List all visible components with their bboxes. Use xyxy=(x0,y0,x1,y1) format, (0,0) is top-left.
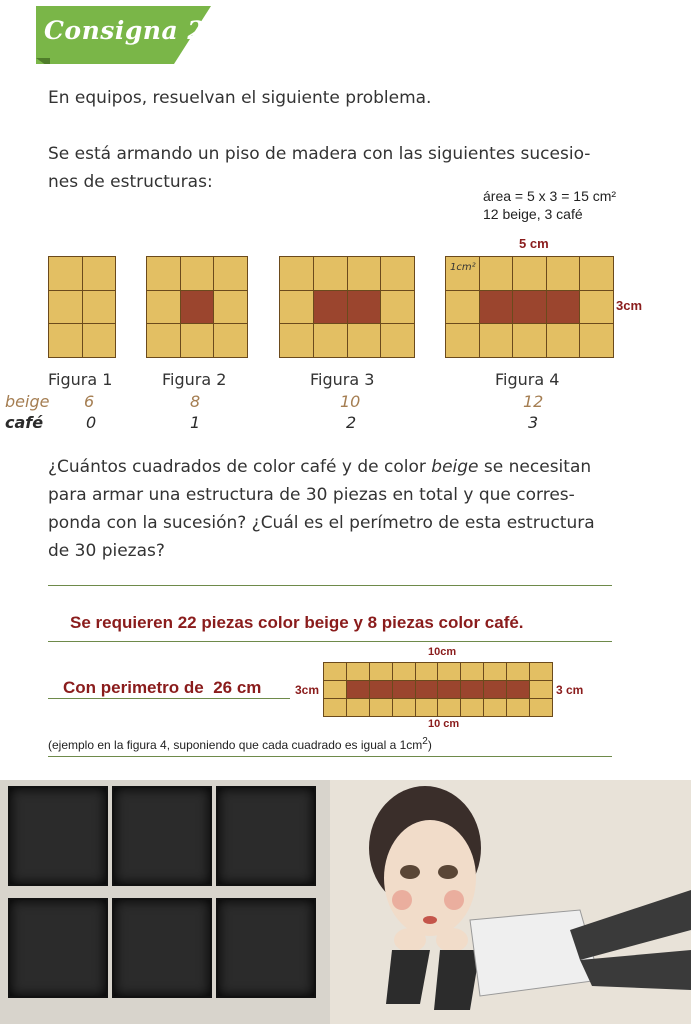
figure-4-beige: 12 xyxy=(523,392,544,411)
beige-square xyxy=(381,257,414,290)
beige-square xyxy=(324,699,346,716)
beige-square xyxy=(347,663,369,680)
beige-square xyxy=(547,324,580,357)
figure-1-cafe: 0 xyxy=(86,413,97,432)
beige-square xyxy=(480,257,513,290)
floral-tiles-illustration xyxy=(0,780,330,1024)
beige-square xyxy=(370,699,392,716)
beige-square xyxy=(547,257,580,290)
beige-square xyxy=(181,257,214,290)
beige-square xyxy=(347,699,369,716)
answer-note: (ejemplo en la figura 4, suponiendo que cada cuadrado es igual a $1cm^2$) xyxy=(48,736,432,752)
answer-perimeter: Con perimetro de 26 cm xyxy=(63,678,262,697)
answer-rule-4 xyxy=(48,756,612,757)
cafe-square xyxy=(348,291,381,324)
figure-2-beige: 8 xyxy=(190,392,201,411)
beige-square xyxy=(507,663,529,680)
beige-square xyxy=(381,324,414,357)
cafe-square xyxy=(181,291,214,324)
cafe-square xyxy=(370,681,392,698)
figure-4-cafe: 3 xyxy=(528,413,539,432)
beige-square xyxy=(83,324,116,357)
problem-text-line1: Se está armando un piso de madera con las siguientes sucesio- xyxy=(48,144,591,164)
cafe-row-label: café xyxy=(5,413,44,432)
cafe-square xyxy=(393,681,415,698)
floral-tile xyxy=(112,786,212,886)
beige-square xyxy=(381,291,414,324)
floral-tile xyxy=(112,898,212,998)
beige-square xyxy=(416,699,438,716)
floral-tile xyxy=(216,898,316,998)
beige-square xyxy=(314,324,347,357)
figure-4-label: Figura 4 xyxy=(495,370,560,389)
beige-square xyxy=(214,291,247,324)
answer-left-label: 3cm xyxy=(295,683,320,697)
beige-square xyxy=(49,291,82,324)
beige-square xyxy=(416,663,438,680)
beige-square xyxy=(438,663,460,680)
cafe-square xyxy=(438,681,460,698)
beige-square xyxy=(83,257,116,290)
beige-square xyxy=(513,324,546,357)
beige-square xyxy=(480,324,513,357)
question-line1: ¿Cuántos cuadrados de color café y de color beige se necesitan xyxy=(48,457,592,477)
cafe-square xyxy=(416,681,438,698)
beige-square xyxy=(438,699,460,716)
figure-2-cafe: 1 xyxy=(190,413,201,432)
answer-line-1: Se requieren 22 piezas color beige y 8 piezas color café. xyxy=(70,613,524,632)
beige-square xyxy=(83,291,116,324)
beige-square xyxy=(580,324,613,357)
area-annotation: área = 5 x 3 = 15 cm² xyxy=(483,188,617,204)
beige-square xyxy=(484,699,506,716)
figure-1-label: Figura 1 xyxy=(48,370,113,389)
floral-tile xyxy=(8,898,108,998)
height-label: 3cm xyxy=(616,298,643,313)
beige-square xyxy=(147,257,180,290)
beige-square xyxy=(147,324,180,357)
figure-3-label: Figura 3 xyxy=(310,370,375,389)
beige-square xyxy=(580,291,613,324)
figure-2-grid xyxy=(146,256,248,358)
floral-tile xyxy=(216,786,316,886)
cafe-square xyxy=(347,681,369,698)
question-line3: ponda con la sucesión? ¿Cuál es el perímetro de esta estructura xyxy=(48,513,595,533)
beige-square xyxy=(324,681,346,698)
beige-row-label: beige xyxy=(5,392,50,411)
answer-bottom-label: 10 cm xyxy=(428,718,460,730)
cafe-square xyxy=(314,291,347,324)
beige-square xyxy=(484,663,506,680)
floral-tile xyxy=(8,786,108,886)
beige-square xyxy=(530,681,552,698)
problem-text-line2: nes de estructuras: xyxy=(48,172,213,192)
beige-square xyxy=(513,257,546,290)
beige-square xyxy=(348,324,381,357)
beige-square xyxy=(348,257,381,290)
beige-square xyxy=(370,663,392,680)
answer-rule-2 xyxy=(48,641,612,642)
cafe-square xyxy=(507,681,529,698)
answer-rule-1 xyxy=(48,585,612,586)
figure-1-beige: 6 xyxy=(84,392,95,411)
figure-3-beige: 10 xyxy=(340,392,361,411)
width-label: 5 cm xyxy=(519,236,549,251)
beige-square xyxy=(507,699,529,716)
cafe-square xyxy=(547,291,580,324)
figure-2-label: Figura 2 xyxy=(162,370,227,389)
beige-square xyxy=(280,257,313,290)
answer-grid xyxy=(323,662,553,717)
beige-square xyxy=(324,663,346,680)
section-title: Consigna 2 xyxy=(44,16,206,45)
figure-3-grid xyxy=(279,256,415,358)
beige-square xyxy=(280,324,313,357)
question-line4: de 30 piezas? xyxy=(48,541,165,561)
beige-square xyxy=(530,699,552,716)
beige-square xyxy=(530,663,552,680)
intro-text: En equipos, resuelvan el siguiente problema. xyxy=(48,88,432,108)
cafe-square xyxy=(480,291,513,324)
cafe-square xyxy=(484,681,506,698)
beige-square xyxy=(461,663,483,680)
girl-illustration xyxy=(330,760,691,1024)
answer-top-label: 10cm xyxy=(428,646,457,658)
beige-square xyxy=(580,257,613,290)
figure-3-cafe: 2 xyxy=(346,413,357,432)
beige-square xyxy=(314,257,347,290)
beige-square xyxy=(393,699,415,716)
beige-square xyxy=(461,699,483,716)
answer-right-label: 3 cm xyxy=(556,683,584,697)
answer-rule-3 xyxy=(48,698,290,699)
beige-square xyxy=(181,324,214,357)
beige-square xyxy=(393,663,415,680)
beige-square xyxy=(280,291,313,324)
cafe-square xyxy=(513,291,546,324)
beige-square xyxy=(49,324,82,357)
figure-1-grid xyxy=(48,256,116,358)
unit-label: 1cm² xyxy=(450,262,476,273)
beige-square xyxy=(214,257,247,290)
beige-square xyxy=(446,324,479,357)
beige-square xyxy=(49,257,82,290)
beige-square xyxy=(446,291,479,324)
question-line2: para armar una estructura de 30 piezas en total y que corres- xyxy=(48,485,575,505)
beige-square xyxy=(147,291,180,324)
cafe-square xyxy=(461,681,483,698)
count-annotation: 12 beige, 3 café xyxy=(483,206,583,222)
beige-square xyxy=(214,324,247,357)
